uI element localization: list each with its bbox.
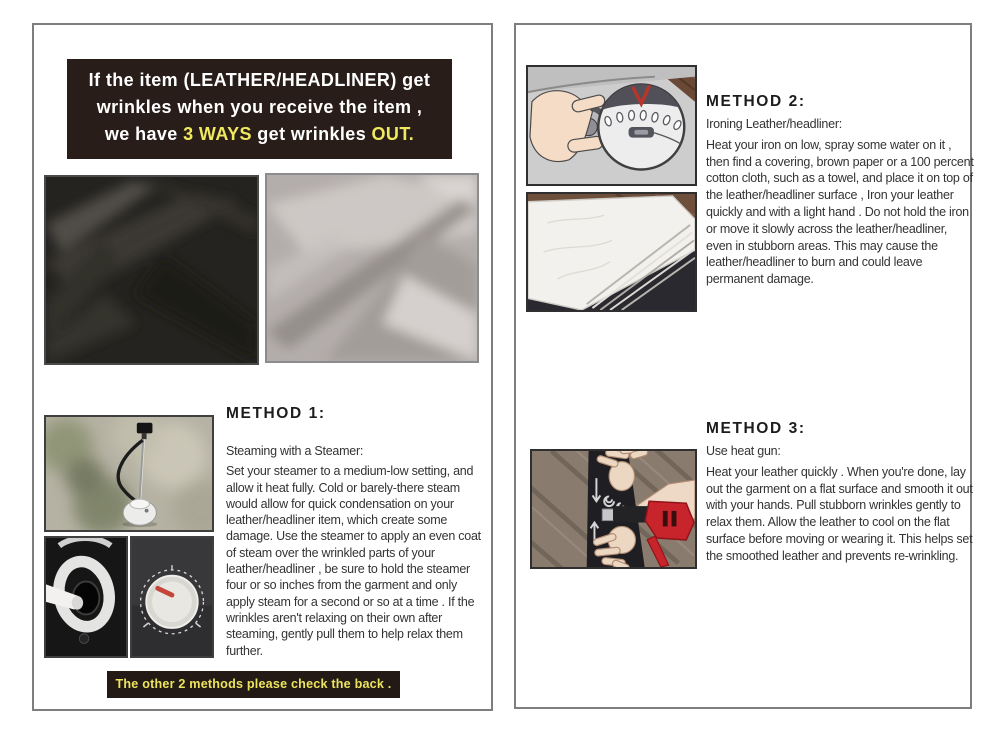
- footer-banner: The other 2 methods please check the back .: [107, 671, 400, 698]
- headline-line1: If the item (LEATHER/HEADLINER) get: [88, 70, 431, 90]
- cotton-towel-photo: [526, 192, 697, 312]
- method2-text: [706, 116, 974, 288]
- steam-nozzle-photo: [44, 536, 128, 658]
- garment-steamer-photo: [44, 415, 214, 532]
- steamer-dial-photo: [130, 536, 214, 658]
- headline-line2: wrinkles when you receive the item ,: [96, 97, 423, 117]
- method3-title: METHOD 3:: [706, 420, 806, 437]
- heat-gun-illustration: [530, 449, 697, 569]
- steamer-detail-photos: [44, 536, 214, 658]
- method1-subtitle: Steaming with a Steamer:: [226, 444, 364, 458]
- wrinkled-dark-leather-photo: [44, 175, 259, 365]
- highlight-3-ways: 3 WAYS: [183, 124, 252, 144]
- highlight-out: OUT.: [371, 124, 415, 144]
- front-page-panel: [32, 23, 493, 711]
- method1-text: [226, 443, 484, 659]
- headline-line3: we have 3 WAYS get wrinkles OUT.: [104, 124, 415, 144]
- method2-title: METHOD 2:: [706, 93, 806, 110]
- method1-body: Set your steamer to a medium-low setting, and allow it heat fully. Cold or barely-there steam would allow for quick condensation on your leather/headliner item, which create some damage. Use the steamer to apply an even coat of steam over the wrinkled parts of your leather/headliner , be sure to hold the steamer four or so inches from the garment and only apply steam for a second or so at a time . If the wrinkles aren't relaxing on their own after steaming, gently pull them to help relax them further.: [226, 464, 481, 658]
- method3-subtitle: Use heat gun:: [706, 444, 781, 458]
- headline-banner: [67, 59, 452, 159]
- iron-dial-illustration: [526, 65, 697, 186]
- method1-title: METHOD 1:: [226, 405, 326, 422]
- wrinkled-light-headliner-photo: [265, 173, 479, 363]
- method3-text: [706, 443, 974, 565]
- method3-body: Heat your leather quickly . When you're done, lay out the garment on a flat surface and smooth it out with your hands. Pull stubborn wrinkles gently to relax them. Allow the leather to cool on the flat surface before moving or wearing it. This helps set the smoothed leather and prevents re-wrinkling.: [706, 464, 973, 563]
- method2-body: Heat your iron on low, spray some water on it , then find a covering, brown paper or a 100 percent cotton cloth, such as a towel, and place it on top of the leather/headliner surface , Iron your leather quickly and with a light hand . Do not hold the iron or move it slowly across the leather/headliner, even in stubborn areas. This may cause the leather/headliner to burn and could leave permanent damage.: [706, 137, 974, 287]
- method2-subtitle: Ironing Leather/headliner:: [706, 117, 842, 131]
- back-page-panel: [514, 23, 972, 709]
